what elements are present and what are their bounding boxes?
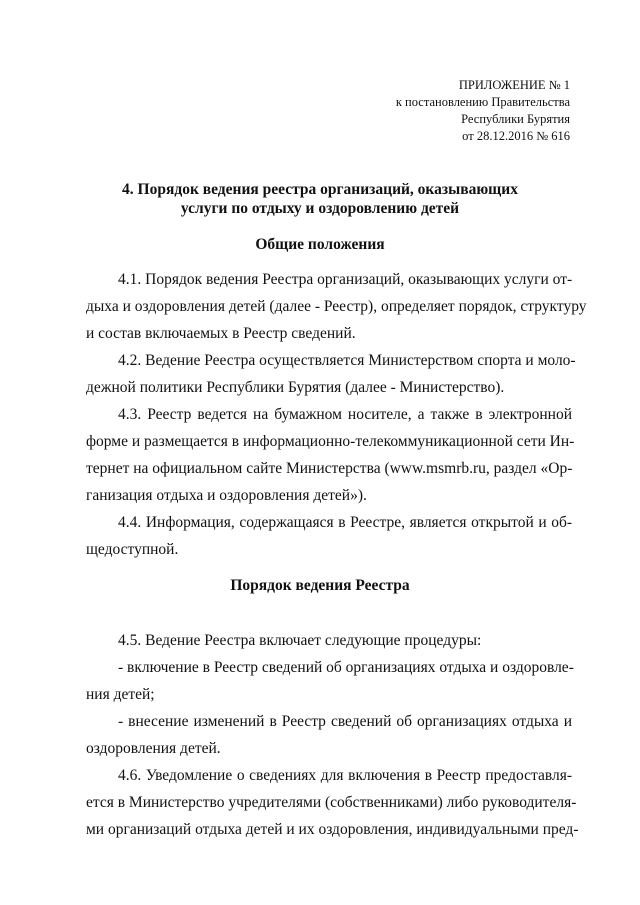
section-heading-procedure: Порядок ведения Реестра [230,577,410,594]
paragraph-line: - включение в Реестр сведений об организациях отдыха и оздоровле- [118,659,574,676]
paragraph-line: 4.1. Порядок ведения Реестра организаций, оказывающих услуги от- [118,271,573,288]
paragraph-line: - внесение изменений в Реестр сведений об организациях отдыха и [118,713,572,730]
document-title [0,180,640,218]
paragraph-line: ется в Министерство учредителями (собственниками) либо руководителя- [86,794,577,811]
paragraph-line: ганизация отдыха и оздоровления детей»). [86,487,367,504]
document-title-line: услуги по отдыху и оздоровлению детей [180,200,460,217]
appendix-republic: Республики Бурятия [461,112,570,126]
document-title-line: 4. Порядок ведения реестра организаций, оказывающих [122,181,518,198]
paragraph-line: форме и размещается в информационно-телекоммуникационной сети Ин- [86,433,575,450]
section-heading-general: Общие положения [255,236,385,253]
appendix-label: ПРИЛОЖЕНИЕ № 1 [458,78,570,92]
paragraph-line: оздоровления детей. [86,740,221,757]
paragraph-line: и состав включаемых в Реестр сведений. [86,325,356,342]
appendix-date-number: от 28.12.2016 № 616 [462,129,570,143]
appendix-block [396,77,570,145]
paragraph-line: 4.3. Реестр ведется на бумажном носителе, а также в электронной [118,406,572,423]
appendix-resolution: к постановлению Правительства [395,95,570,109]
paragraph-line: дыха и оздоровления детей (далее - Реестр), определяет порядок, структуру [86,298,587,315]
paragraph-line: ния детей; [86,686,155,703]
paragraph-line: тернет на официальном сайте Министерства (www.msmrb.ru, раздел «Ор- [86,460,573,477]
paragraph-line: дежной политики Республики Бурятия (далее - Министерство). [86,379,505,396]
paragraph-line: щедоступной. [86,541,179,558]
paragraph-line: 4.6. Уведомление о сведениях для включения в Реестр предоставля- [118,767,572,784]
paragraph-line: 4.5. Ведение Реестра включает следующие процедуры: [118,632,482,649]
paragraph-line: ми организаций отдыха детей и их оздоровления, индивидуальными пред- [86,821,579,838]
paragraph-line: 4.2. Ведение Реестра осуществляется Министерством спорта и моло- [118,352,576,369]
paragraph-line: 4.4. Информация, содержащаяся в Реестре, является открытой и об- [118,514,572,531]
